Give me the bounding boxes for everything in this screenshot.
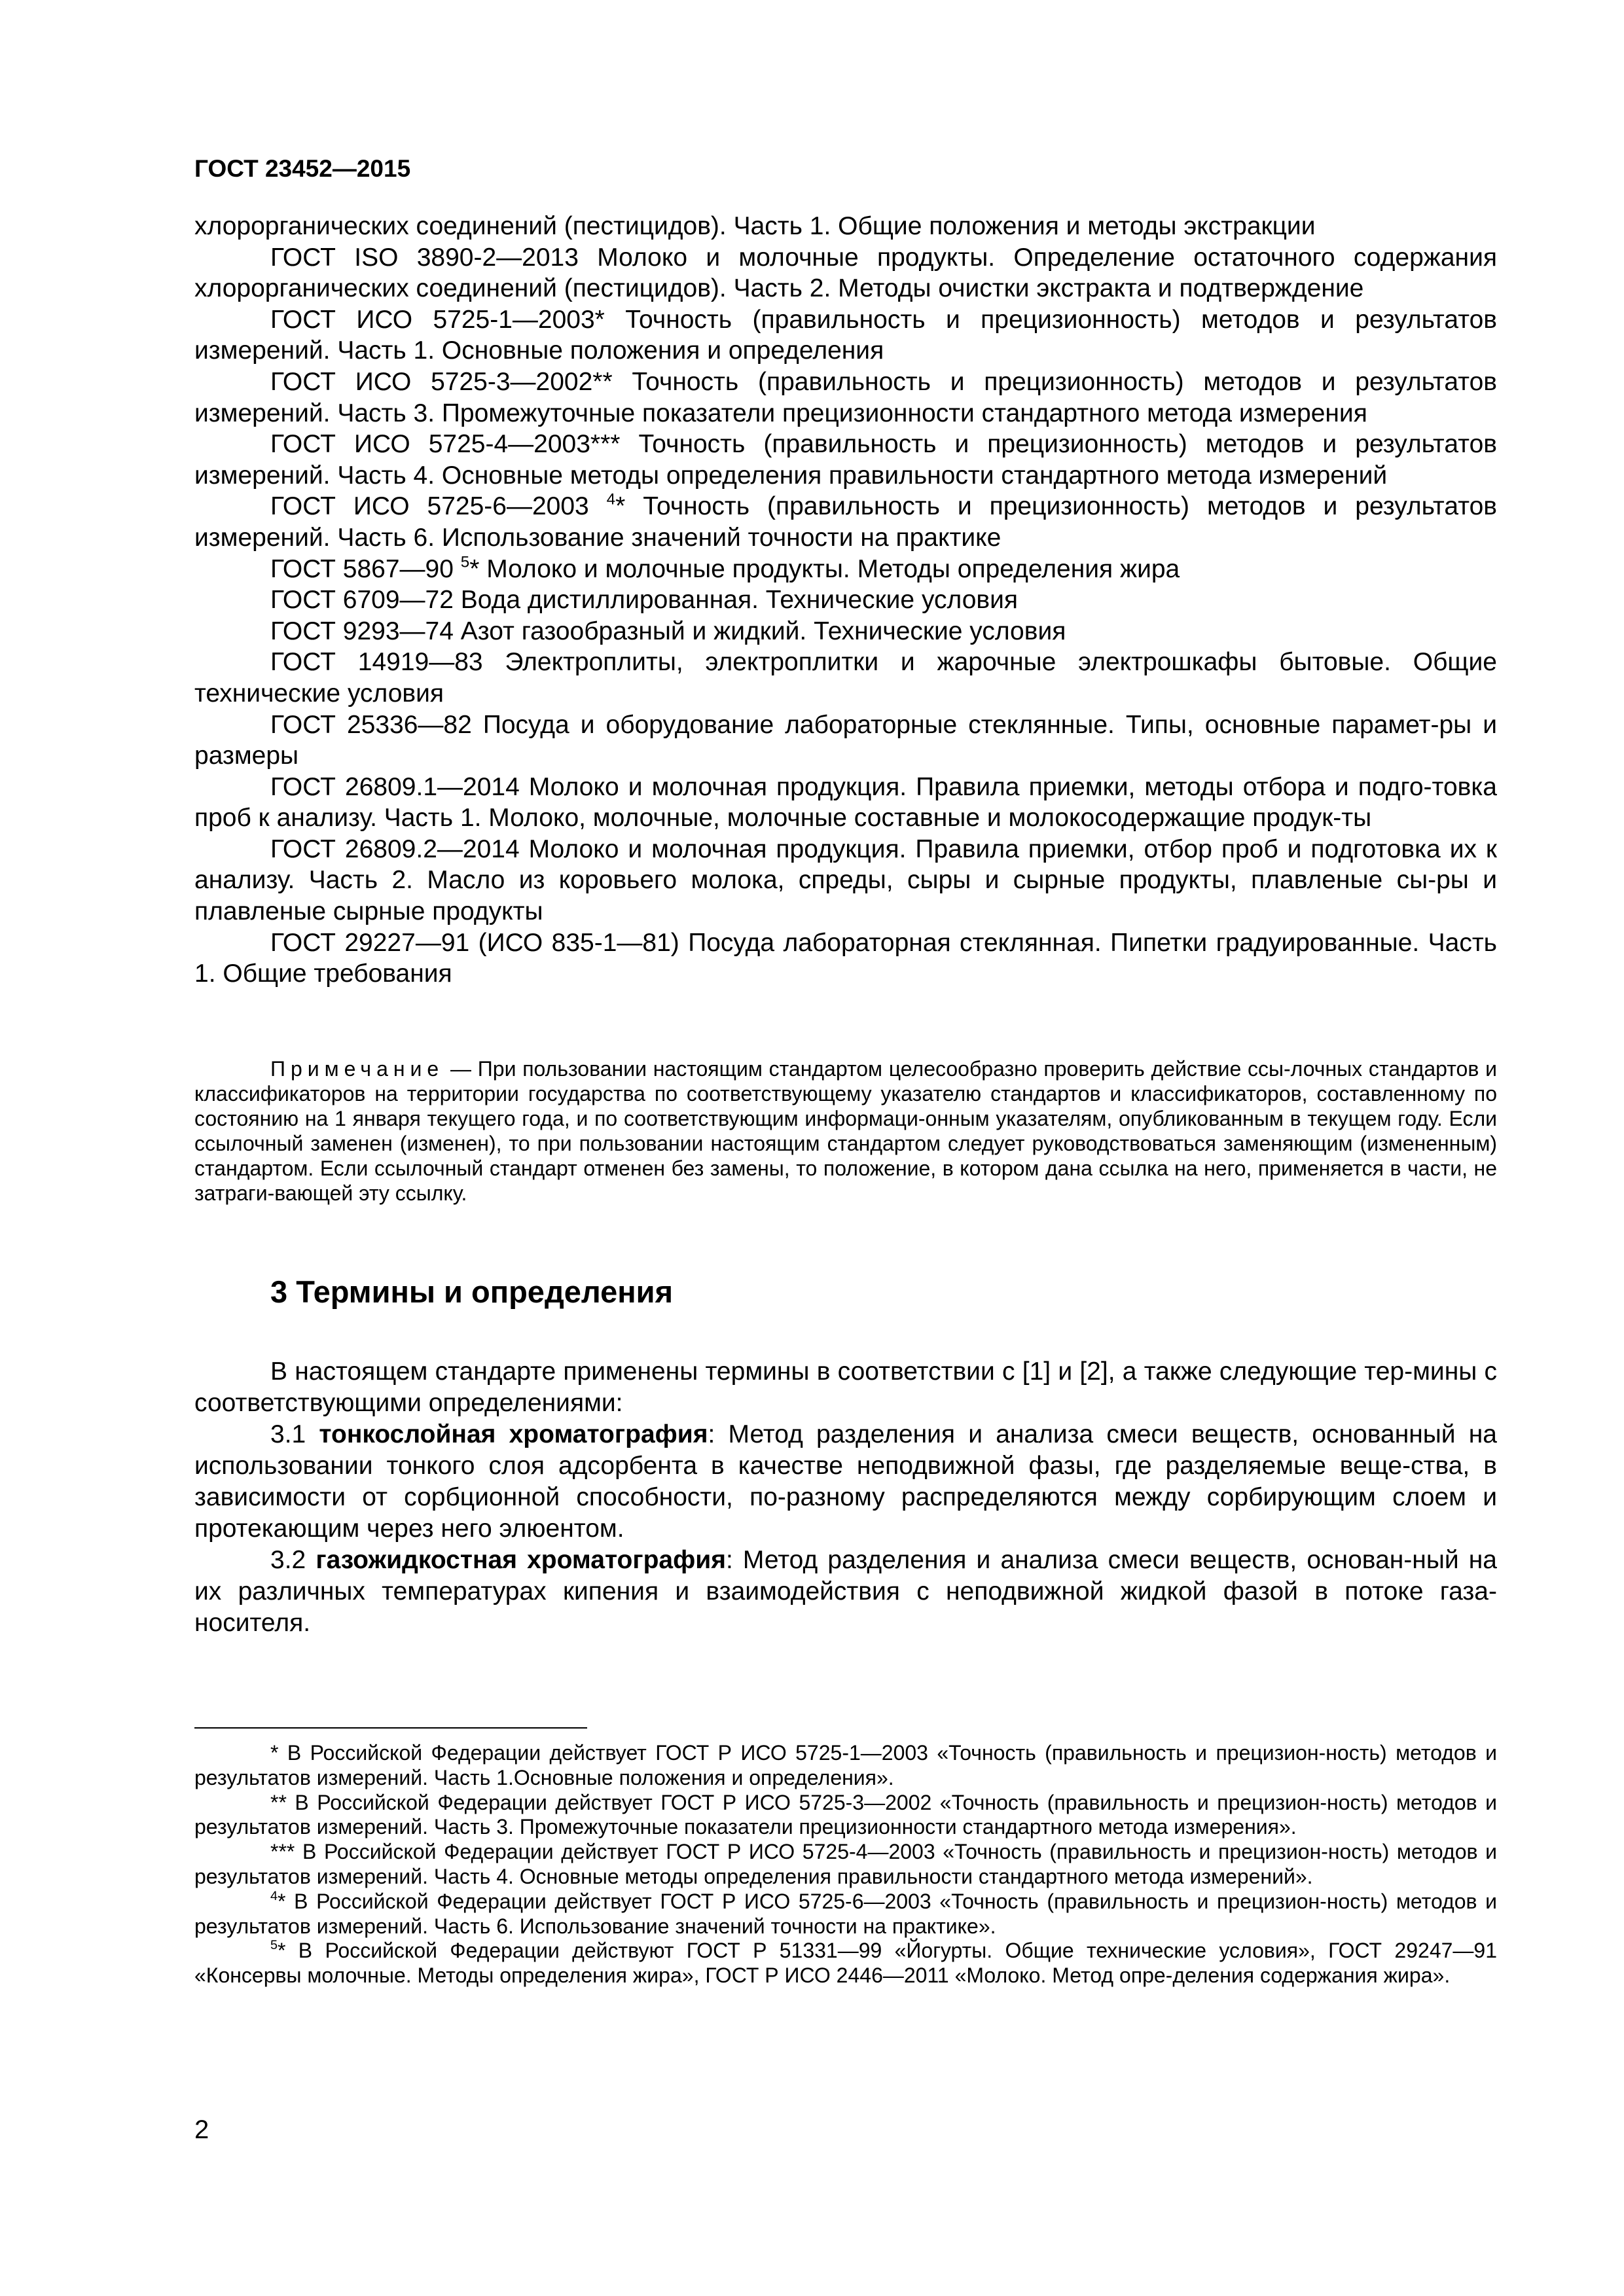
term-name: газожидкостная хроматография bbox=[316, 1546, 726, 1574]
footnotes bbox=[194, 1741, 1497, 1988]
reference-item: ГОСТ ISO 3890-2—2013 Молоко и молочные продукты. Определение остаточного содержания хлорорганических соединений (пестицидов). Часть 2. Методы очистки экстракта и подтверждение bbox=[194, 243, 1497, 303]
references-note bbox=[194, 1056, 1497, 1206]
footnote: $^5$* В Российской Федерации действуют ГОСТ Р 51331—99 «Йогурты. Общие технические условия», ГОСТ 29247—91 «Консервы молочные. Методы определения жира», ГОСТ Р ИСО 2446—2011 «Молоко. Метод опре-деления содержания жира». bbox=[194, 1938, 1497, 1988]
term-definition: 3.2 газожидкостная хроматография: Метод разделения и анализа смеси веществ, основан-ный на их различных температурах кипения и взаимодействия с неподвижной жидкой фазой в потоке газа-носителя. bbox=[194, 1546, 1497, 1637]
reference-item: ГОСТ 5867—90 $^5$* Молоко и молочные продукты. Методы определения жира bbox=[270, 552, 1180, 583]
note-text: — При пользовании настоящим стандартом целесообразно проверить действие ссы-лочных стандартов и классификаторов на территории государства по соответствующему указателю стандартов и классификаторов, составленному по состоянию на 1 января текущего года, и по соответствующим информаци-онным указателям, опубликованным в текущем году. Если ссылочный заменен (изменен), то при пользовании настоящим стандартом следует руководствоваться заменяющим (измененным) стандартом. Если ссылочный стандарт отменен без замены, то положение, в котором дана ссылка на него, применяется в части, не затраги-вающей эту ссылку. bbox=[194, 1057, 1497, 1206]
footnote: ** В Российской Федерации действует ГОСТ Р ИСО 5725-3—2002 «Точность (правильность и прецизион-ность) методов и результатов измерений. Часть 3. Промежуточные показатели прецизионности стандартного метода измерения». bbox=[194, 1790, 1497, 1839]
normative-references-list bbox=[194, 211, 1497, 990]
footnote-marker: 4 bbox=[270, 1888, 278, 1903]
term-definition: 3.1 тонкослойная хроматография: Метод разделения и анализа смеси веществ, основанный на использовании тонкого слоя адсорбента в качестве неподвижной фазы, где разделяемые веще-ства, в зависимости от сорбционной способности, по-разному распределяются между сорбирующим слоем и протекающим через него элюентом. bbox=[194, 1420, 1497, 1543]
footnote: *** В Российской Федерации действует ГОСТ Р ИСО 5725-4—2003 «Точность (правильность и прецизион-ность) методов и результатов измерений. Часть 4. Основные методы определения правильности стандартного метода измерений». bbox=[194, 1840, 1497, 1888]
section-title: 3 Термины и определения bbox=[270, 1274, 673, 1309]
terms-section bbox=[194, 1356, 1497, 1639]
reference-item: ГОСТ 25336—82 Посуда и оборудование лабораторные стеклянные. Типы, основные парамет-ры и размеры bbox=[194, 710, 1497, 770]
footnote: * В Российской Федерации действует ГОСТ Р ИСО 5725-1—2003 «Точность (правильность и прецизион-ность) методов и результатов измерений. Часть 1.Основные положения и определения». bbox=[194, 1741, 1497, 1789]
reference-item: ГОСТ 29227—91 (ИСО 835-1—81) Посуда лабораторная стеклянная. Пипетки градуированные. Часть 1. Общие требования bbox=[194, 928, 1497, 988]
reference-item: ГОСТ ИСО 5725-4—2003*** Точность (правильность и прецизионность) методов и результатов измерений. Часть 4. Основные методы определения правильности стандартного метода измерений bbox=[194, 430, 1497, 490]
reference-item: хлорорганических соединений (пестицидов). Часть 1. Общие положения и методы экстракции bbox=[194, 212, 1316, 240]
footnote-marker: 5 bbox=[270, 1938, 278, 1953]
footnote-divider bbox=[194, 1727, 587, 1729]
term-name: тонкослойная хроматография bbox=[319, 1420, 708, 1448]
page-number: 2 bbox=[194, 2115, 209, 2144]
note-label: Примечание bbox=[270, 1057, 444, 1081]
footnote: $^4$* В Российской Федерации действует ГОСТ Р ИСО 5725-6—2003 «Точность (правильность и прецизион-ность) методов и результатов измерений. Часть 6. Использование значений точности на практике». bbox=[194, 1888, 1497, 1938]
reference-item: ГОСТ 26809.1—2014 Молоко и молочная продукция. Правила приемки, методы отбора и подго-товка проб к анализу. Часть 1. Молоко, молочные, молочные составные и молокосодержащие продук-ты bbox=[194, 772, 1497, 833]
reference-item: ГОСТ ИСО 5725-3—2002** Точность (правильность и прецизионность) методов и результатов измерений. Часть 3. Промежуточные показатели прецизионности стандартного метода измерения bbox=[194, 367, 1497, 427]
reference-item: ГОСТ 9293—74 Азот газообразный и жидкий. Технические условия bbox=[270, 617, 1066, 645]
reference-item: ГОСТ ИСО 5725-6—2003 $^4$* Точность (правильность и прецизионность) методов и результатов измерений. Часть 6. Использование значений точности на практике bbox=[194, 490, 1497, 552]
document-code-header: ГОСТ 23452—2015 bbox=[194, 155, 411, 182]
reference-item: ГОСТ 6709—72 Вода дистиллированная. Технические условия bbox=[270, 586, 1019, 615]
reference-item: ГОСТ ИСО 5725-1—2003* Точность (правильность и прецизионность) методов и результатов измерений. Часть 1. Основные положения и определения bbox=[194, 305, 1497, 365]
reference-item: ГОСТ 14919—83 Электроплиты, электроплитки и жарочные электрошкафы бытовые. Общие технические условия bbox=[194, 648, 1497, 708]
footnote-marker: 4 bbox=[606, 490, 616, 509]
footnote-marker: 5 bbox=[460, 552, 470, 571]
reference-item: ГОСТ 26809.2—2014 Молоко и молочная продукция. Правила приемки, отбор проб и подготовка их к анализу. Часть 2. Масло из коровьего молока, спреды, сыры и сырные продукты, плавленые сы-ры и плавленые сырные продукты bbox=[194, 834, 1497, 926]
terms-intro: В настоящем стандарте применены термины в соответствии с [1] и [2], а также следующие тер-мины с соответствующими определениями: bbox=[194, 1357, 1497, 1417]
